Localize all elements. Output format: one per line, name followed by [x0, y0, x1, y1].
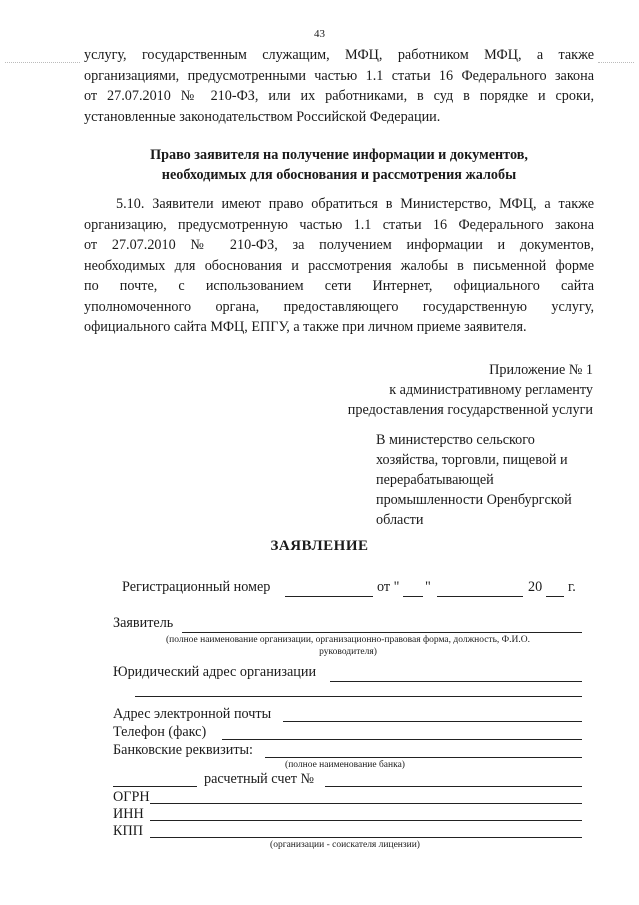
applicant-note: [113, 634, 583, 658]
bank-label: Банковские реквизиты:: [113, 742, 253, 758]
text-line: необходимых для обоснования и рассмотрения жалобы в письменной форме: [84, 257, 594, 274]
text-line: 5.10. Заявители имеют право обратиться в Министерство, МФЦ, а также: [116, 196, 594, 212]
applicant-label: Заявитель: [113, 615, 174, 631]
kpp-note: (организации - соискателя лицензии): [270, 840, 420, 850]
kpp-label: КПП: [113, 823, 143, 839]
addressee-line: перерабатывающей: [376, 472, 494, 488]
page-number: 43: [314, 28, 325, 40]
addressee-line: промышленности Оренбургской: [376, 492, 572, 508]
legal-address-field[interactable]: [330, 681, 582, 682]
text-line: официального сайта МФЦ, ЕПГУ, а также при личном приеме заявителя.: [84, 319, 527, 335]
appendix-header: [300, 360, 593, 420]
legal-address-field-2[interactable]: [135, 696, 582, 697]
paragraph-5-10: [84, 194, 594, 338]
reg-year-field[interactable]: [546, 596, 564, 597]
text-line: организациями, предусмотренными частью 1.1 статьи 16 Федерального закона: [84, 67, 594, 84]
bank-note: (полное наименование банка): [285, 760, 405, 770]
email-field[interactable]: [283, 721, 582, 722]
form-title: ЗАЯВЛЕНИЕ: [270, 538, 369, 554]
phone-field[interactable]: [222, 739, 582, 740]
ogrn-field[interactable]: [150, 803, 582, 804]
appendix-line: предоставления государственной услуги: [347, 402, 593, 418]
addressee-line: В министерство сельского: [376, 432, 535, 448]
heading-line: Право заявителя на получение информации и документов,: [150, 147, 528, 163]
text-line: от 27.07.2010 № 210-ФЗ, или их работниками, в суд в порядке и сроки,: [84, 88, 594, 104]
phone-label: Телефон (факс): [113, 724, 207, 740]
reg-year-suffix: г.: [568, 579, 576, 595]
applicant-note-line: (полное наименование организации, организационно-правовая форма, должность, Ф.И.О.: [165, 635, 531, 645]
reg-number-label: Регистрационный номер: [122, 579, 271, 595]
applicant-note-line: руководителя): [319, 647, 377, 657]
paragraph-appeal-rights: [84, 45, 594, 127]
inn-label: ИНН: [113, 806, 144, 822]
scan-artifact-line-left: [5, 62, 80, 63]
appendix-line: к административному регламенту: [389, 382, 593, 398]
heading-line: необходимых для обоснования и рассмотрения жалобы: [161, 167, 517, 183]
addressee-line: хозяйства, торговли, пищевой и: [376, 452, 568, 468]
text-line: установленные законодательством Российской Федерации.: [84, 108, 441, 125]
email-label: Адрес электронной почты: [113, 706, 272, 722]
reg-year-prefix: 20: [528, 579, 543, 595]
addressee-block: [376, 430, 606, 530]
addressee-line: области: [376, 512, 424, 528]
bank-field[interactable]: [265, 757, 582, 758]
reg-month-field[interactable]: [437, 596, 523, 597]
reg-day-field[interactable]: [403, 596, 423, 597]
text-line: услугу, государственным служащим, МФЦ, работником МФЦ, а также: [84, 47, 594, 63]
applicant-field[interactable]: [182, 632, 582, 633]
appendix-line: Приложение № 1: [489, 362, 593, 378]
kpp-field[interactable]: [150, 837, 582, 838]
text-line: организацию, предусмотренную частью 1.1 статьи 16 Федерального закона: [84, 216, 594, 233]
reg-quote-close: ": [425, 579, 431, 595]
account-field[interactable]: [325, 786, 582, 787]
account-label: расчетный счет №: [204, 771, 315, 787]
section-heading: [84, 145, 594, 185]
scan-artifact-line-right: [598, 62, 634, 63]
text-line: уполномоченного органа, предоставляющего государственную услугу,: [84, 298, 594, 315]
legal-address-label: Юридический адрес организации: [113, 664, 317, 680]
inn-field[interactable]: [150, 820, 582, 821]
bank-field-2[interactable]: [113, 786, 197, 787]
reg-number-field[interactable]: [285, 596, 373, 597]
ogrn-label: ОГРН: [113, 789, 150, 805]
text-line: по почте, с использованием сети Интернет, официального сайта: [84, 278, 594, 294]
reg-from-label: от ": [377, 579, 400, 595]
text-line: от 27.07.2010 № 210-ФЗ, за получением информации и документов,: [84, 237, 594, 253]
